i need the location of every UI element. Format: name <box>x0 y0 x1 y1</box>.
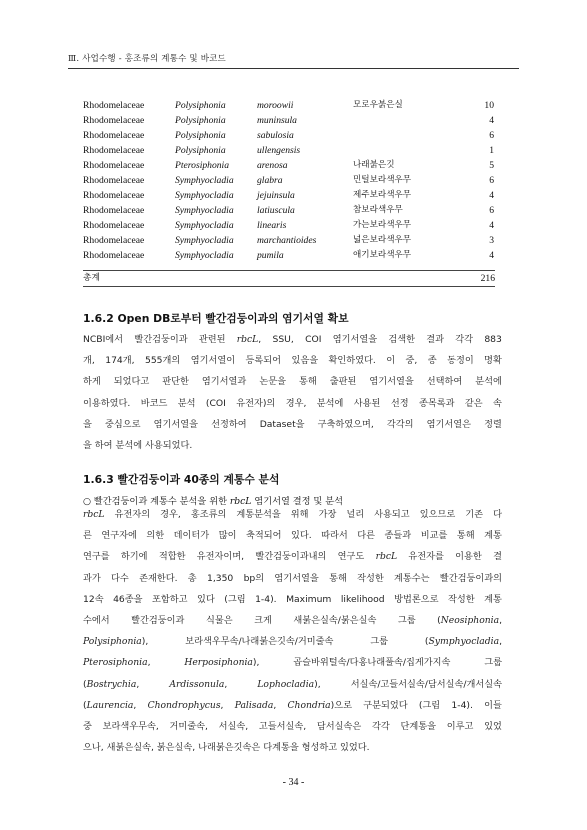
species-table-body <box>83 98 494 263</box>
count-cell: 6 <box>489 205 494 216</box>
table-row <box>83 203 494 218</box>
table-row <box>83 188 494 203</box>
section-heading-1-6-3: 1.6.3 빨간검둥이과 40종의 계통수 분석 <box>83 473 280 486</box>
table-row <box>83 113 494 128</box>
korean-name-cell: 참보라색우무 <box>353 205 403 215</box>
genus-cell: Symphyocladia <box>175 205 234 216</box>
family-cell: Rhodomelaceae <box>83 130 145 141</box>
count-cell: 6 <box>489 130 494 141</box>
paragraph-line: 으나, 새붉은실속, 붉은실속, 나래붉은깃속은 다계통을 형성하고 있었다. <box>83 742 370 754</box>
species-cell: sabulosia <box>257 130 294 141</box>
korean-name-cell: 민털보라색우무 <box>353 175 412 185</box>
header-rule <box>68 68 519 69</box>
korean-name-cell <box>353 128 461 143</box>
species-cell: marchantioides <box>257 235 317 246</box>
table-row <box>83 128 494 143</box>
bullet-rbcl-analysis: ○ 빨간검둥이과 계통수 분석을 위한 rbcL 염기서열 결정 및 분석 <box>83 496 343 507</box>
count-cell: 1 <box>489 145 494 156</box>
genus-cell: Polysiphonia <box>175 145 226 156</box>
species-cell: glabra <box>257 175 283 186</box>
species-cell: linearis <box>257 220 287 231</box>
korean-name-cell <box>353 113 461 128</box>
korean-name-cell: 나래붉은깃 <box>353 160 395 170</box>
table-row <box>83 248 494 263</box>
family-cell: Rhodomelaceae <box>83 175 145 186</box>
genus-cell: Symphyocladia <box>175 175 234 186</box>
paragraph-line: 과가 다수 존재한다. 총 1,350 bp의 염기서열을 통해 작성한 계통수는 빨간검둥이과의 <box>83 572 502 584</box>
paragraph-line: Polysiphonia), 보라색우무속/나래붉은깃속/거미줄속 그룹 (Symphyocladia, <box>83 636 502 648</box>
count-cell: 10 <box>484 100 494 111</box>
family-cell: Rhodomelaceae <box>83 235 145 246</box>
species-cell: arenosa <box>257 160 288 171</box>
species-cell: muninsula <box>257 115 297 126</box>
table-rule-bottom <box>83 286 495 287</box>
family-cell: Rhodomelaceae <box>83 190 145 201</box>
paragraph-line: 개, 174개, 555개의 염기서열이 등록되어 있음을 확인하였다. 이 중, 종 동정이 명확 <box>83 355 502 367</box>
family-cell: Rhodomelaceae <box>83 115 145 126</box>
table-row <box>83 218 494 233</box>
table-row <box>83 158 494 173</box>
korean-name-cell: 모로우붉은실 <box>353 100 403 110</box>
paragraph-line: rbcL 유전자의 경우, 홍조류의 계통분석을 위해 가장 널리 사용되고 있으므로 기존 다 <box>83 509 502 520</box>
count-cell: 6 <box>489 175 494 186</box>
genus-cell: Symphyocladia <box>175 220 234 231</box>
species-cell: ullengensis <box>257 145 301 156</box>
section-1-6-3-paragraph <box>83 504 502 758</box>
total-value: 216 <box>480 273 495 284</box>
genus-cell: Polysiphonia <box>175 100 226 111</box>
paragraph-line: 른 연구자에 의한 데이터가 많이 축적되어 있다. 따라서 다른 종들과 비교를 통해 계통 <box>83 530 502 542</box>
paragraph-line: 이용하였다. 바코드 분석 (COI 유전자)의 경우, 분석에 사용된 선정 종목록과 같은 속 <box>83 397 502 409</box>
paragraph-line: 을 하여 분석에 사용되었다. <box>83 439 193 451</box>
family-cell: Rhodomelaceae <box>83 145 145 156</box>
species-cell: latiuscula <box>257 205 295 216</box>
total-row <box>83 271 495 286</box>
paragraph-line: 을 중심으로 염기서열을 선정하여 Dataset을 구축하였으며, 각각의 염기서열은 정렬 <box>83 418 502 430</box>
paragraph-line: NCBI에서 빨간검둥이과 관련된 rbcL, SSU, COI 염기서열을 검색한 결과 각각 883 <box>83 334 502 345</box>
genus-cell: Pterosiphonia <box>175 160 230 171</box>
genus-cell: Symphyocladia <box>175 190 234 201</box>
table-row <box>83 143 494 158</box>
table-row <box>83 233 494 248</box>
species-cell: moroowii <box>257 100 294 111</box>
species-table <box>83 98 494 263</box>
paragraph-line: Pterosiphonia, Herposiphonia), 곱슬바위털속/다홍나래풀속/집게가지속 그룹 <box>83 657 502 669</box>
page-number: - 34 - <box>282 777 305 788</box>
species-cell: pumila <box>257 250 284 261</box>
family-cell: Rhodomelaceae <box>83 250 145 261</box>
korean-name-cell: 애기보라색우무 <box>353 250 412 260</box>
family-cell: Rhodomelaceae <box>83 160 145 171</box>
count-cell: 4 <box>489 250 494 261</box>
table-row <box>83 98 494 113</box>
family-cell: Rhodomelaceae <box>83 205 145 216</box>
count-cell: 4 <box>489 190 494 201</box>
paragraph-line: 연구를 하기에 적합한 유전자이며, 빨간검둥이과내의 연구도 rbcL 유전자를 이용한 결 <box>83 551 502 563</box>
section-heading-1-6-2: 1.6.2 Open DB로부터 빨간검둥이과의 염기서열 확보 <box>83 312 349 325</box>
paragraph-line: 수에서 빨간검둥이과 식물은 크게 새붉은실속/붉은실속 그룹 (Neosiphonia, <box>83 614 502 626</box>
paragraph-line: 중 보라색우무속, 거미줄속, 서실속, 고들서실속, 담서실속은 각각 단계통을 이루고 있었 <box>83 720 502 732</box>
count-cell: 4 <box>489 220 494 231</box>
korean-name-cell: 가는보라색우무 <box>353 220 412 230</box>
table-row <box>83 173 494 188</box>
family-cell: Rhodomelaceae <box>83 220 145 231</box>
section-1-6-2-paragraph <box>83 329 502 456</box>
species-cell: jejuinsula <box>257 190 295 201</box>
paragraph-line: 12속 46종을 포함하고 있다 (그림 1-4). Maximum likelihood 방법론으로 작성한 계통 <box>83 593 502 605</box>
count-cell: 5 <box>489 160 494 171</box>
running-header: Ⅲ. 사업수행 - 홍조류의 계통수 및 바코드 <box>68 54 226 64</box>
paragraph-line: (Bostrychia, Ardissonula, Lophocladia), 서실속/고들서실속/담서실속/개서실속 <box>83 678 502 690</box>
count-cell: 3 <box>489 235 494 246</box>
genus-cell: Polysiphonia <box>175 115 226 126</box>
total-label: 총계 <box>83 273 100 283</box>
paragraph-line: 하게 되었다고 판단한 염기서열과 논문을 통해 출판된 염기서열을 선택하여 분석에 <box>83 376 502 388</box>
paragraph-line: (Laurencia, Chondrophycus, Palisada, Chondria)으로 구분되었다 (그림 1-4). 이들 <box>83 699 502 711</box>
korean-name-cell: 제주보라색우무 <box>353 190 412 200</box>
genus-cell: Symphyocladia <box>175 250 234 261</box>
korean-name-cell: 넓은보라색우무 <box>353 235 412 245</box>
genus-cell: Symphyocladia <box>175 235 234 246</box>
family-cell: Rhodomelaceae <box>83 100 145 111</box>
genus-cell: Polysiphonia <box>175 130 226 141</box>
count-cell: 4 <box>489 115 494 126</box>
korean-name-cell <box>353 143 461 158</box>
